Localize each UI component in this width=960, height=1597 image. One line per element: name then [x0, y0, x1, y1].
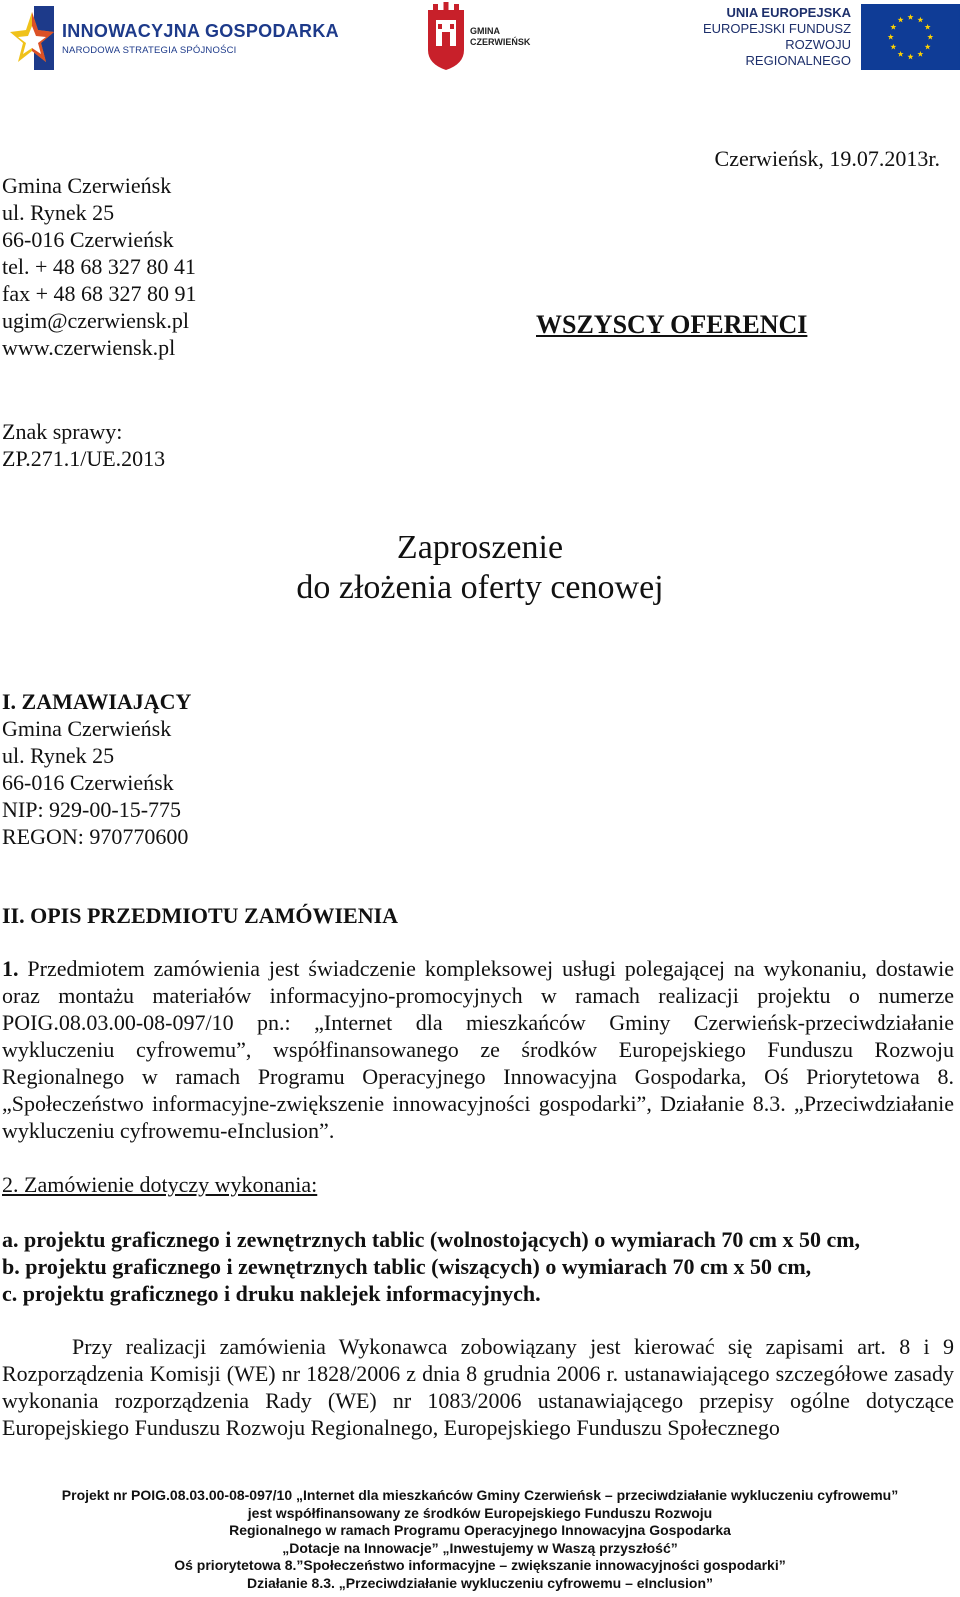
sender-street: ul. Rynek 25 [2, 200, 115, 225]
sender-tel: tel. + 48 68 327 80 41 [2, 254, 196, 279]
sender-name: Gmina Czerwieńsk [2, 173, 172, 198]
title-line1: Zaproszenie [396, 529, 564, 566]
case-label: Znak sprawy: [2, 419, 123, 444]
ue-logo-line3: ROZWOJU REGIONALNEGO [745, 37, 852, 68]
scope-subheading: 2. Zamówienie dotyczy wykonania: [2, 1172, 318, 1197]
document-title [0, 528, 960, 608]
footer-line4: „Dotacje na Innowacje” „Inwestujemy w Waszą przyszłość” [282, 1539, 678, 1556]
list-item: b. projektu graficznego i zewnętrznych tablic (wiszących) o wymiarach 70 cm x 50 cm, [2, 1254, 812, 1279]
p2-text: Przy realizacji zamówienia Wykonawca zobowiązany jest kierować się zapisami art. 8 i 9 Rozporządzenia Komisji (WE) nr 1828/2006 z dnia 8 grudnia 2006 r. ustanawiającego szczegółowe zasady wykonania rozporządzenia Rady (WE) nr 1083/2006 ustanawiającego przepisy ogólne dotyczące Europejskiego Funduszu Rozwoju Regionalnego, Europejskiego Funduszu Społecznego [2, 1334, 954, 1440]
ig-subtitle: NARODOWA STRATEGIA SPÓJNOŚCI [62, 44, 237, 56]
buyer-street: ul. Rynek 25 [2, 743, 115, 768]
order-description-paragraph [2, 955, 954, 1144]
buyer-name: Gmina Czerwieńsk [2, 716, 172, 741]
ue-logo-line2: EUROPEJSKI FUNDUSZ [702, 21, 852, 36]
case-reference [2, 418, 165, 472]
gmina-logo-line2: CZERWIEŃSK [470, 37, 531, 47]
ig-star-icon [10, 6, 54, 70]
ue-logo-line1: UNIA EUROPEJSKA [726, 5, 852, 20]
document-date: Czerwieńsk, 19.07.2013r. [714, 146, 940, 171]
list-item: c. projektu graficznego i druku naklejek informacyjnych. [2, 1281, 541, 1306]
ig-title: INNOWACYJNA GOSPODARKA [62, 20, 339, 41]
section2-heading: II. OPIS PRZEDMIOTU ZAMÓWIENIA [2, 903, 399, 928]
regulation-paragraph [2, 1333, 954, 1441]
sender-www: www.czerwiensk.pl [2, 335, 176, 360]
sender-fax: fax + 48 68 327 80 91 [2, 281, 197, 306]
section1-heading: I. ZAMAWIAJĄCY [2, 689, 192, 714]
list-item: a. projektu graficznego i zewnętrznych tablic (wolnostojących) o wymiarach 70 cm x 50 cm, [2, 1227, 861, 1252]
gmina-czerwiensk-logo [424, 2, 530, 72]
eu-flag-icon [861, 4, 960, 70]
footer-line3: Regionalnego w ramach Programu Operacyjnego Innowacyjna Gospodarka [229, 1522, 731, 1538]
innowacyjna-gospodarka-logo [10, 4, 339, 72]
p1-number: 1. [2, 956, 19, 981]
sender-address [2, 172, 197, 361]
buyer-nip: NIP: 929-00-15-775 [2, 797, 182, 822]
gmina-logo-line1: GMINA [470, 26, 500, 36]
crest-icon [424, 2, 468, 72]
scope-list [2, 1226, 860, 1307]
footer-line2: jest współfinansowany ze środków Europejskiego Funduszu Rozwoju [247, 1504, 713, 1521]
buyer-city: 66-016 Czerwieńsk [2, 770, 174, 795]
footer-line6: Działanie 8.3. „Przeciwdziałanie wykluczeniu cyfrowemu – eInclusion” [246, 1574, 714, 1591]
footer-line5: Oś priorytetowa 8.”Społeczeństwo informacyjne – zwiększanie innowacyjności gospodarki” [174, 1557, 786, 1573]
sender-city: 66-016 Czerwieńsk [2, 227, 174, 252]
p1-text: Przedmiotem zamówienia jest świadczenie kompleksowej usługi polegającej na wykonaniu, dostawie oraz montażu materiałów informacyjno-promocyjnych w ramach realizacji projektu o numerze POIG.08.03.00-08-097/10 pn.: „Internet dla mieszkańców Gminy Czerwieńsk-przeciwdziałanie wykluczeniu cyfrowemu”, współfinansowanego ze środków Europejskiego Funduszu Rozwoju Regionalnego w ramach Programu Operacyjnego Innowacyjna Gospodarka, Oś Priorytetowa 8. „Społeczeństwo informacyjne-zwiększenie innowacyjności gospodarki”, Działanie 8.3. „Przeciwdziałanie wykluczeniu cyfrowemu-eInclusion”. [2, 956, 954, 1143]
footer-line1: Projekt nr POIG.08.03.00-08-097/10 „Internet dla mieszkańców Gminy Czerwieńsk – przeciwdziałanie wykluczeniu cyfrowemu” [61, 1487, 899, 1503]
case-number: ZP.271.1/UE.2013 [2, 446, 166, 471]
logo-bar [0, 0, 960, 80]
title-line2: do złożenia oferty cenowej [296, 569, 664, 606]
page-footer [0, 1487, 960, 1592]
section-zamawiajacy [2, 688, 191, 850]
unia-europejska-logo [678, 4, 960, 70]
sender-email: ugim@czerwiensk.pl [2, 308, 190, 333]
buyer-regon: REGON: 970770600 [2, 824, 189, 849]
recipients-heading: WSZYSCY OFERENCI [536, 310, 808, 339]
